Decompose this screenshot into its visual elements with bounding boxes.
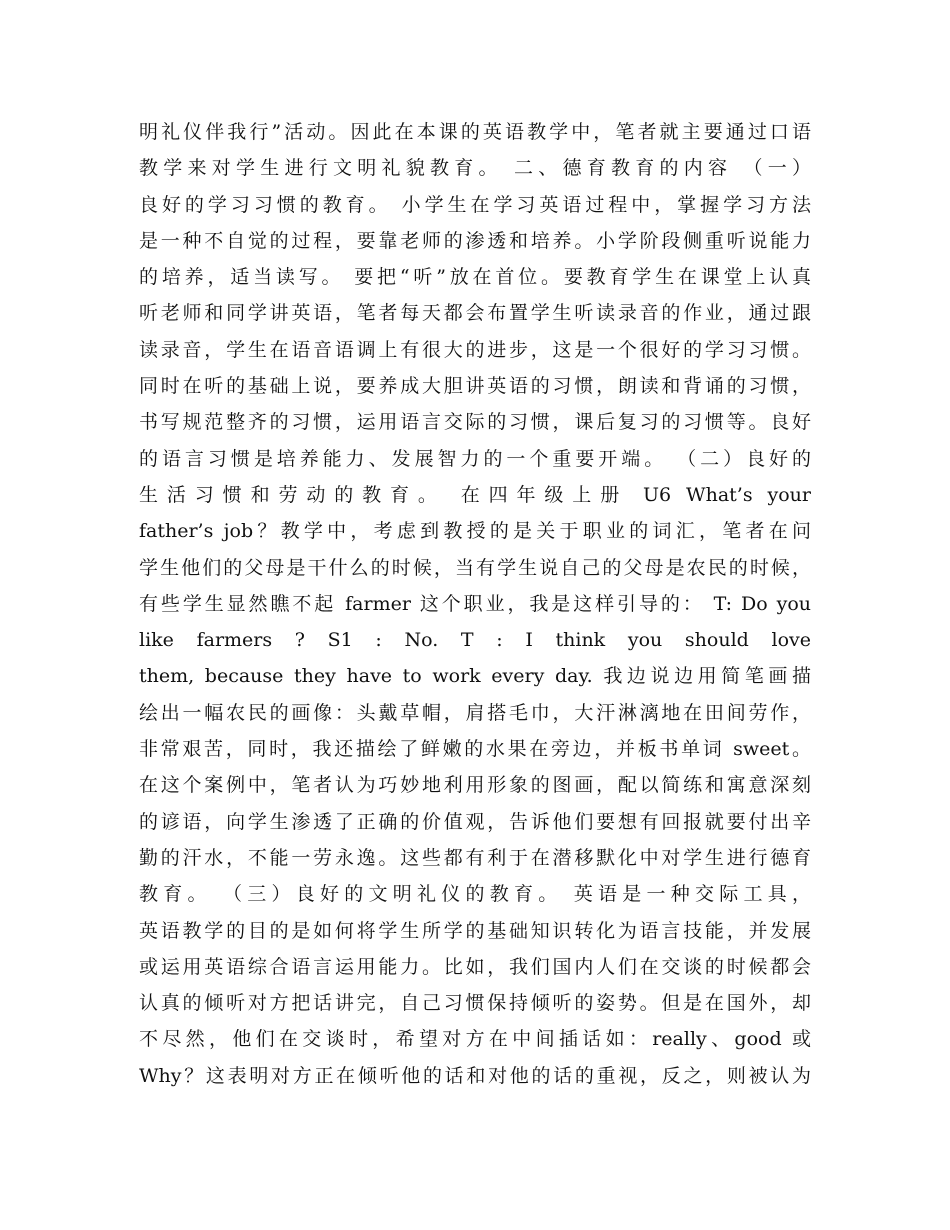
text-line: like farmers ? S1 : No. T : I think you should love <box>139 629 811 652</box>
text-line: 书写规范整齐的习惯，运用语言交际的习惯，课后复习的习惯等。良好 <box>139 411 811 434</box>
text-line: 的语言习惯是培养能力、发展智力的一个重要开端。 （二）良好的 <box>139 447 811 470</box>
text-line: 或运用英语综合语言运用能力。比如，我们国内人们在交谈的时候都会 <box>139 955 811 978</box>
text-line: 认真的倾听对方把话讲完，自己习惯保持倾听的姿势。但是在国外，却 <box>139 992 811 1015</box>
text-line: 读录音，学生在语音语调上有很大的进步，这是一个很好的学习习惯。 <box>139 338 811 361</box>
text-line: 非常艰苦，同时，我还描绘了鲜嫩的水果在旁边，并板书单词 sweet。 <box>139 738 811 761</box>
text-line: them, because they have to work every day. 我边说边用简笔画描 <box>139 665 811 688</box>
text-line: 生活习惯和劳动的教育。 在四年级上册 U6 What’s your <box>139 483 811 506</box>
text-line: 良好的学习习惯的教育。 小学生在学习英语过程中，掌握学习方法 <box>139 193 811 216</box>
text-line: 勤的汗水，不能一劳永逸。这些都有利于在潜移默化中对学生进行德育 <box>139 846 811 869</box>
text-line: 学生他们的父母是干什么的时候，当有学生说自己的父母是农民的时候， <box>139 556 811 579</box>
text-line: 教学来对学生进行文明礼貌教育。 二、德育教育的内容 （一） <box>139 157 811 180</box>
text-line: 不尽然，他们在交谈时，希望对方在中间插话如：really、good 或 <box>139 1028 811 1051</box>
text-line: 是一种不自觉的过程，要靠老师的渗透和培养。小学阶段侧重听说能力 <box>139 229 811 252</box>
text-line: 有些学生显然瞧不起 farmer 这个职业，我是这样引导的： T: Do you <box>139 592 811 615</box>
text-line: 绘出一幅农民的画像：头戴草帽，肩搭毛巾，大汗淋漓地在田间劳作， <box>139 701 811 724</box>
text-line: 的谚语，向学生渗透了正确的价值观，告诉他们要想有回报就要付出辛 <box>139 810 811 833</box>
text-line: father’s job？教学中，考虑到教授的是关于职业的词汇，笔者在问 <box>139 520 811 543</box>
text-line: 教育。 （三）良好的文明礼仪的教育。 英语是一种交际工具， <box>139 883 811 906</box>
text-line: 的培养，适当读写。 要把“听”放在首位。要教育学生在课堂上认真 <box>139 266 811 289</box>
text-line: 明礼仪伴我行”活动。因此在本课的英语教学中，笔者就主要通过口语 <box>139 121 811 143</box>
text-line: 英语教学的目的是如何将学生所学的基础知识转化为语言技能，并发展 <box>139 919 811 942</box>
text-line: 同时在听的基础上说，要养成大胆讲英语的习惯，朗读和背诵的习惯， <box>139 375 811 398</box>
text-line: Why？这表明对方正在倾听他的话和对他的话的重视，反之，则被认为 <box>139 1064 811 1087</box>
text-line: 在这个案例中，笔者认为巧妙地利用形象的图画，配以简练和寓意深刻 <box>139 774 811 797</box>
body-text <box>139 114 811 1094</box>
text-line: 听老师和同学讲英语，笔者每天都会布置学生听读录音的作业，通过跟 <box>139 302 811 325</box>
